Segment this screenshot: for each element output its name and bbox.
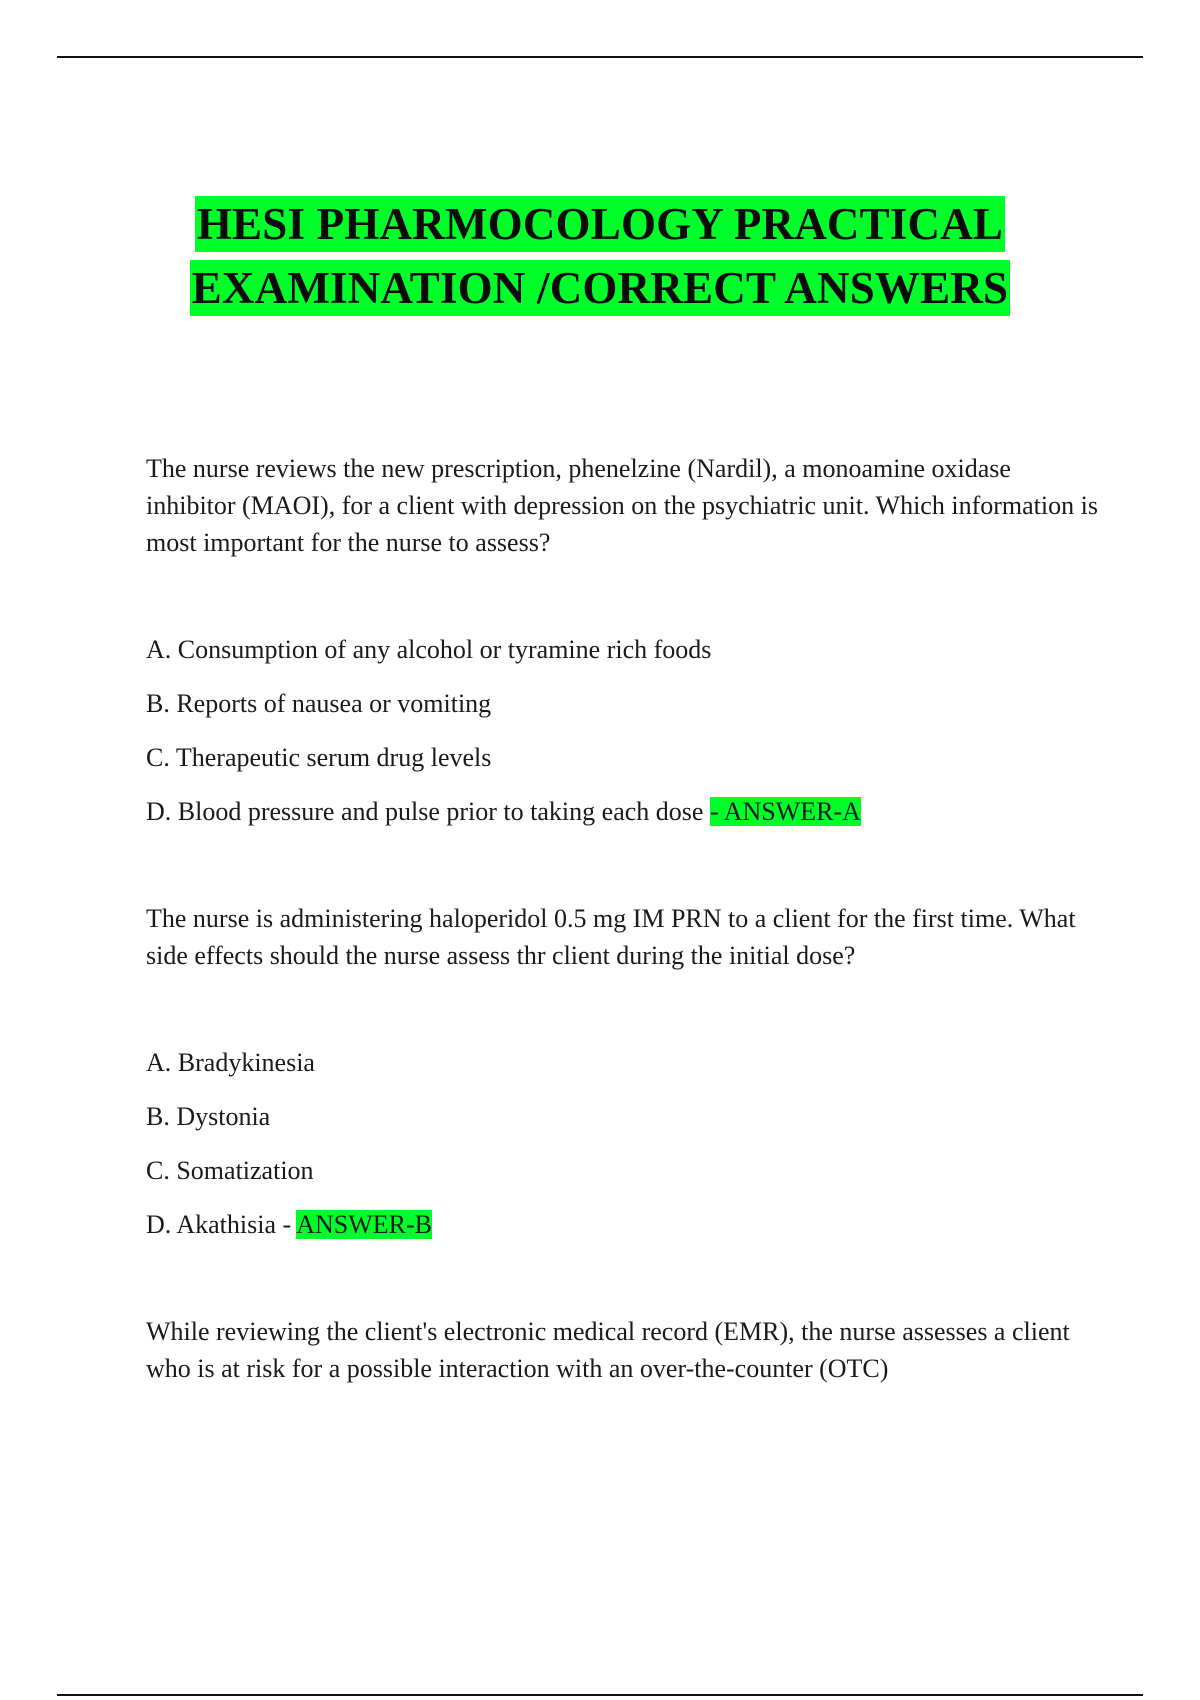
option-2d (146, 1206, 1106, 1243)
header-rule (57, 56, 1143, 58)
question-block-3 (146, 1313, 1106, 1387)
answer-highlight-1: - ANSWER-A (709, 797, 861, 826)
option-2b (146, 1098, 1106, 1135)
title-line-1: HESI PHARMOCOLOGY PRACTICAL (195, 196, 1005, 252)
question-block-2 (146, 900, 1106, 1243)
option-text: A. Bradykinesia (146, 1048, 315, 1077)
option-1c (146, 739, 1106, 776)
option-text: B. Reports of nausea or vomiting (146, 689, 492, 718)
option-1d (146, 793, 1106, 830)
option-2a (146, 1044, 1106, 1081)
options-list-2 (146, 1044, 1106, 1243)
answer-highlight-2: ANSWER-B (296, 1210, 432, 1239)
option-1b (146, 685, 1106, 722)
option-text: C. Somatization (146, 1156, 314, 1185)
option-text: C. Therapeutic serum drug levels (146, 743, 492, 772)
option-text: A. Consumption of any alcohol or tyramine rich foods (146, 635, 712, 664)
option-text: D. Blood pressure and pulse prior to taking each dose (146, 797, 710, 826)
options-list-1 (146, 631, 1106, 830)
questions-body (146, 450, 1106, 1387)
option-1a (146, 631, 1106, 668)
question-text-2: The nurse is administering haloperidol 0.5 mg IM PRN to a client for the first time. What side effects should the nurse assess thr client during the initial dose? (146, 904, 1076, 970)
option-text: B. Dystonia (146, 1102, 271, 1131)
option-2c (146, 1152, 1106, 1189)
question-text-3: While reviewing the client's electronic medical record (EMR), the nurse assesses a client who is at risk for a possible interaction with an over-the-counter (OTC) (146, 1317, 1070, 1383)
document-title (0, 196, 1200, 324)
question-block-1 (146, 450, 1106, 830)
question-text-1: The nurse reviews the new prescription, phenelzine (Nardil), a monoamine oxidase inhibitor (MAOI), for a client with depression on the psychiatric unit. Which information is most important for the nurse to assess? (146, 454, 1098, 557)
option-text: D. Akathisia - (146, 1210, 297, 1239)
footer-rule (57, 1694, 1143, 1696)
title-line-2: EXAMINATION /CORRECT ANSWERS (190, 260, 1011, 316)
